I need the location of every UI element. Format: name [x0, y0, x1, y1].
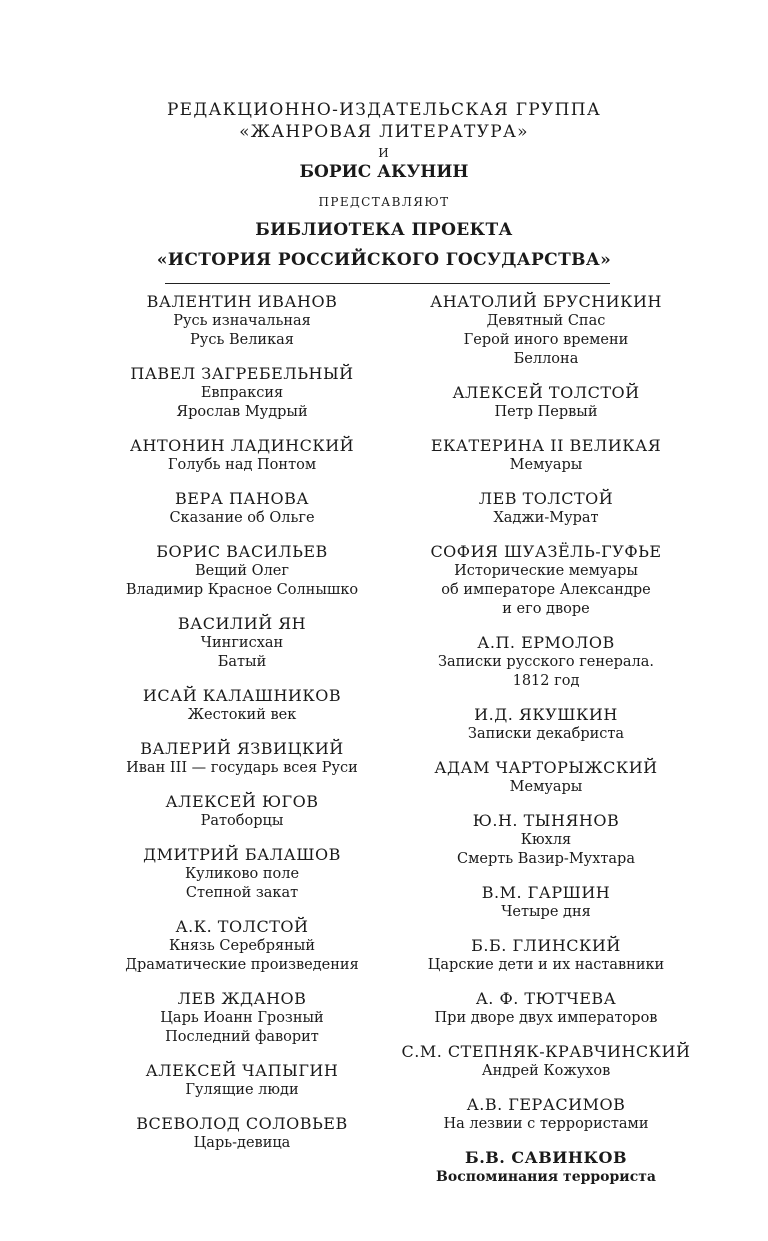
entry-title: На лезвии с террористами	[443, 1116, 649, 1132]
entry-title: Владимир Красное Солнышко	[125, 582, 359, 598]
entry-author: Ю.Н. ТЫНЯНОВ	[472, 811, 620, 830]
book-entry	[386, 989, 706, 1028]
entry-author: ВЕРА ПАНОВА	[175, 489, 309, 508]
entry-title: 1812 год	[512, 673, 580, 689]
entry-author: Б.Б. ГЛИНСКИЙ	[471, 936, 621, 955]
book-entry	[386, 1095, 706, 1134]
entry-title: Записки декабриста	[467, 726, 625, 742]
book-entry	[386, 1042, 706, 1081]
book-entry	[82, 436, 402, 475]
book-entry	[82, 1061, 402, 1100]
book-entry	[386, 936, 706, 975]
entry-title: Мемуары	[509, 457, 583, 473]
presenting-author: БОРИС АКУНИН	[299, 162, 469, 182]
publisher-line-1: РЕДАКЦИОННО-ИЗДАТЕЛЬСКАЯ ГРУППА	[166, 100, 602, 120]
entry-title: Хаджи-Мурат	[493, 510, 599, 526]
entry-title: Записки русского генерала.	[437, 654, 655, 670]
entry-title: Евпраксия	[200, 385, 284, 401]
book-entry	[386, 292, 706, 369]
entry-title: Куликово поле	[184, 866, 300, 882]
entry-author: ЛЕВ ЖДАНОВ	[177, 989, 307, 1008]
book-entry	[386, 811, 706, 869]
book-entry	[386, 1148, 706, 1187]
book-entry	[82, 489, 402, 528]
entry-title: Воспоминания террориста	[436, 1169, 656, 1185]
book-entry	[386, 705, 706, 744]
book-entry	[386, 633, 706, 691]
entry-title: Царь-девица	[193, 1135, 291, 1151]
entry-title: Беллона	[513, 351, 579, 367]
entry-title: Ратоборцы	[200, 813, 284, 829]
entry-title: Петр Первый	[494, 404, 598, 420]
book-entry	[82, 792, 402, 831]
book-entry	[82, 542, 402, 600]
entry-title: об императоре Александре	[441, 582, 651, 598]
book-entry	[82, 292, 402, 350]
entry-title: При дворе двух императоров	[434, 1010, 658, 1026]
entry-title: Андрей Кожухов	[481, 1063, 611, 1079]
entry-title: Иван III — государь всея Руси	[126, 760, 358, 776]
entry-title: Батый	[217, 654, 267, 670]
entry-title: Сказание об Ольге	[169, 510, 315, 526]
entry-title: Вещий Олег	[195, 563, 289, 579]
entry-author: СОФИЯ ШУАЗЁЛЬ-ГУФЬЕ	[430, 542, 662, 561]
entry-author: Б.В. САВИНКОВ	[465, 1148, 627, 1167]
entry-title: Смерть Вазир-Мухтара	[457, 851, 635, 867]
header-divider	[165, 283, 610, 284]
book-entry	[386, 383, 706, 422]
entry-title: Кюхля	[520, 832, 572, 848]
book-entry	[82, 364, 402, 422]
entry-title: Гулящие люди	[185, 1082, 299, 1098]
book-entry	[82, 686, 402, 725]
entry-title: Четыре дня	[501, 904, 591, 920]
entry-title: Ярослав Мудрый	[176, 404, 308, 420]
book-entry	[386, 883, 706, 922]
library-title-line-2: «ИСТОРИЯ РОССИЙСКОГО ГОСУДАРСТВА»	[156, 250, 612, 270]
book-entry	[82, 845, 402, 903]
right-book-column	[386, 292, 706, 1201]
entry-title: Последний фаворит	[165, 1029, 319, 1045]
entry-title: Герой иного времени	[463, 332, 629, 348]
entry-author: ВАЛЕРИЙ ЯЗВИЦКИЙ	[140, 739, 344, 758]
book-entry	[82, 989, 402, 1047]
book-entry	[82, 917, 402, 975]
entry-title: Девятный Спас	[486, 313, 606, 329]
book-entry	[386, 436, 706, 475]
entry-title: Жестокий век	[187, 707, 297, 723]
page-header	[0, 99, 768, 271]
entry-author: А.К. ТОЛСТОЙ	[175, 917, 309, 936]
book-entry	[386, 542, 706, 619]
entry-author: ИСАЙ КАЛАШНИКОВ	[142, 686, 342, 705]
entry-author: И.Д. ЯКУШКИН	[474, 705, 618, 724]
entry-author: В.М. ГАРШИН	[481, 883, 611, 902]
entry-title: Русь изначальная	[173, 313, 311, 329]
entry-author: АНАТОЛИЙ БРУСНИКИН	[430, 292, 662, 311]
entry-author: АНТОНИН ЛАДИНСКИЙ	[129, 436, 355, 455]
conjunction: И	[378, 146, 390, 160]
entry-title: и его дворе	[502, 601, 590, 617]
entry-author: А.В. ГЕРАСИМОВ	[466, 1095, 626, 1114]
entry-title: Драматические произведения	[125, 957, 359, 973]
entry-author: ЕКАТЕРИНА II ВЕЛИКАЯ	[430, 436, 662, 455]
book-entry	[82, 614, 402, 672]
entry-author: А. Ф. ТЮТЧЕВА	[475, 989, 617, 1008]
entry-author: ДМИТРИЙ БАЛАШОВ	[143, 845, 341, 864]
presents-label: ПРЕДСТАВЛЯЮТ	[318, 195, 450, 209]
entry-title: Мемуары	[509, 779, 583, 795]
library-title-line-1: БИБЛИОТЕКА ПРОЕКТА	[255, 220, 513, 240]
entry-author: АЛЕКСЕЙ ЧАПЫГИН	[145, 1061, 339, 1080]
entry-title: Исторические мемуары	[454, 563, 638, 579]
book-entry	[386, 758, 706, 797]
entry-author: ВАЛЕНТИН ИВАНОВ	[146, 292, 338, 311]
book-entry	[82, 739, 402, 778]
entry-author: БОРИС ВАСИЛЬЕВ	[156, 542, 328, 561]
entry-title: Князь Серебряный	[168, 938, 315, 954]
entry-author: АДАМ ЧАРТОРЫЖСКИЙ	[434, 758, 658, 777]
publisher-line-2: «ЖАНРОВАЯ ЛИТЕРАТУРА»	[239, 122, 529, 142]
entry-title: Царские дети и их наставники	[427, 957, 665, 973]
entry-author: АЛЕКСЕЙ ЮГОВ	[165, 792, 319, 811]
entry-author: ПАВЕЛ ЗАГРЕБЕЛЬНЫЙ	[130, 364, 354, 383]
entry-author: ЛЕВ ТОЛСТОЙ	[478, 489, 614, 508]
entry-title: Степной закат	[185, 885, 299, 901]
entry-title: Голубь над Понтом	[167, 457, 317, 473]
entry-author: А.П. ЕРМОЛОВ	[477, 633, 615, 652]
entry-author: ВАСИЛИЙ ЯН	[177, 614, 307, 633]
left-book-column	[82, 292, 402, 1167]
book-entry	[386, 489, 706, 528]
entry-title: Царь Иоанн Грозный	[160, 1010, 324, 1026]
entry-author: ВСЕВОЛОД СОЛОВЬЕВ	[136, 1114, 348, 1133]
entry-author: АЛЕКСЕЙ ТОЛСТОЙ	[452, 383, 640, 402]
book-entry	[82, 1114, 402, 1153]
entry-title: Чингисхан	[200, 635, 284, 651]
entry-author: С.М. СТЕПНЯК-КРАВЧИНСКИЙ	[401, 1042, 691, 1061]
entry-title: Русь Великая	[190, 332, 294, 348]
